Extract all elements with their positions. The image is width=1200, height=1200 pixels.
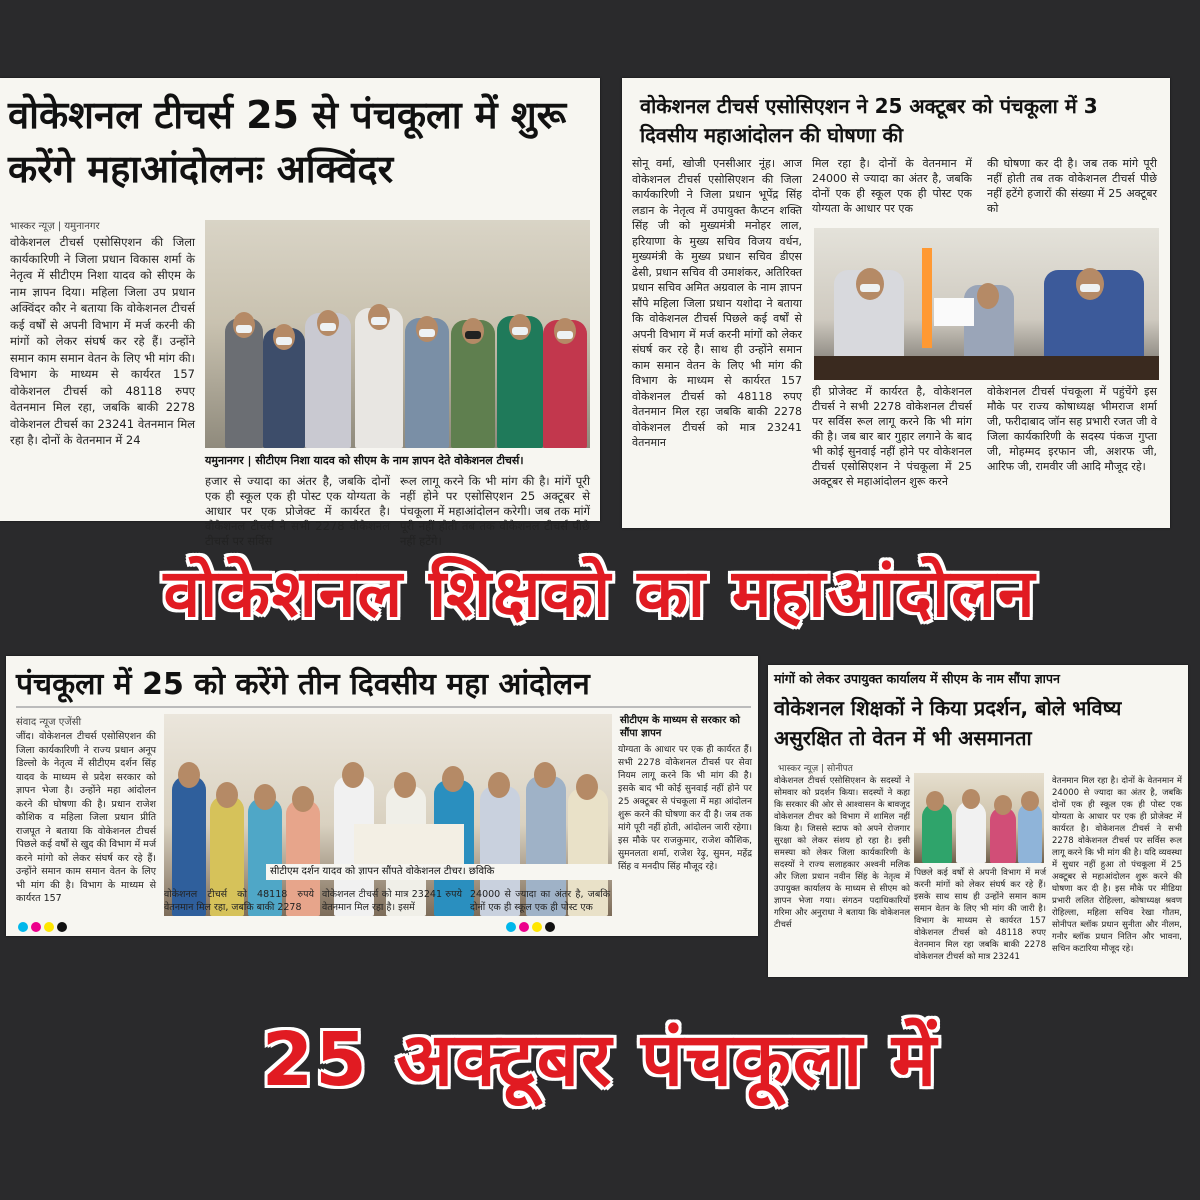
clip3-column-left: जींद। वोकेशनल टीचर्स एसोसिएशन की जिला कार्यकारिणी ने राज्य प्रधान अनूप डिल्लो के नेतृत्व में सीटीएम दर्शन सिंह यादव के माध्यम से प्रदेश सरकार को ज्ञापन भेजा है। उन्होंने महा आंदोलन करने की घोषणा की है। प्रधान राजेश कौशिक व महिला जिला प्रधान प्रीति राजपूत ने बताया कि वोकेशनल टीचर्स पिछले कई वर्षों से खुद की विभाग में मर्ज करने मांगो को लेकर संघर्ष कर रहे हैं। उन्होंने समान काम समान वेतन के लिए भी मांग की है। विभाग के माध्यम से कार्यरत 157: [16, 731, 156, 904]
banner-mahaandolan: वोकेशनल शिक्षको का महाआंदोलन: [163, 555, 1037, 632]
clip3-bottom-col-a: वोकेशनल टीचर्स को 48118 रुपये वेतनमान मिल रहा, जबकि बाकी 2278: [164, 889, 314, 913]
clip1-column-left: वोकेशनल टीचर्स एसोसिएशन की जिला कार्यकारिणी ने जिला प्रधान विकास शर्मा के नेतृत्व में सीटीएम निशा यादव को सीएम के नाम ज्ञापन दिया। महिला जिला उप प्रधान अक्विंदर कौर ने बताया कि वोकेशनल टीचर्स कई वर्षों से अपनी विभाग में मर्ज करनी की मांगों को लेकर संघर्ष कर रहे हैं। उन्होंने समान काम समान वेतन के लिए भी मांग की। विभाग के माध्यम से कार्यरत 157 वोकेशनल टीचर्स को 48118 रुपए वेतनमान मिल रहा, जबकि बाकी 2278 वोकेशनल टीचर्स का 23241 वेतनमान मिल रहा है। दोनों के वेतनमान में 24: [10, 235, 195, 447]
clip3-bottom-col-b: वोकेशनल टीचर्स को मात्र 23241 रुपये वेतनमान मिल रहा है। इसमें: [322, 889, 462, 913]
clip1-column-right: रूल लागू करने कि भी मांग की है। मांगें पूरी नहीं होने पर एसोसिएशन 25 अक्टूबर से पंचकूला में महाआंदोलन करेगी। जब तक मांगें पूरी नहीं होती तब तक वोकेशनल टीचर्स पीछे नहीं हटेंगे।: [400, 474, 590, 548]
clip4-byline: भास्कर न्यूज़ | सोनीपत: [778, 764, 853, 774]
clip4-headline: वोकेशनल शिक्षकों ने किया प्रदर्शन, बोले भविष्य असुरक्षित तो वेतन में भी असमानता: [774, 696, 1122, 750]
clip2-column-right-top: की घोषणा कर दी है। जब तक मांगे पूरी नहीं होती तब तक वोकेशनल टीचर्स पीछे नहीं हटेंगे हजारों की संख्या में 25 अक्टूबर को: [987, 157, 1157, 215]
clip4-column-mid: पिछले कई वर्षों से अपनी विभाग में मर्ज करनी मांगों को लेकर संघर्ष कर रहे हैं। इसके साथ साथ ही उन्होंने समान काम समान वेतन के लिए भी मांग की जारी है। विभाग के माध्यम से कार्यरत 157 वोकेशनल टीचर्स को 48118 रुपए वेतनमान मिल रहा जबकि बाकी 2278 वोकेशनल टीचर्स को मात्र 23241: [914, 868, 1046, 962]
clip2-column-right-bottom: वोकेशनल टीचर्स पंचकूला में पहुंचेंगे इस मौके पर राज्य कोषाध्यक्ष भीमराज शर्मा जी, फरीदाबाद जॉन सह प्रभारी रजत जी वे जिला कार्यकारिणी के सदस्य पंकज गुप्ता जी, मोहम्मद इरफान जी, अशरफ जी, आरिफ जी, रामवीर जी आदि मौजूद रहे।: [987, 385, 1157, 473]
banner-date-location: 25 अक्टूबर पंचकूला में: [261, 1017, 939, 1103]
clip3-byline: संवाद न्यूज एजेंसी: [16, 717, 82, 728]
registration-marks-left: [18, 922, 67, 932]
clip2-column-left: सोनू वर्मा, खोजी एनसीआर नूंह। आज वोकेशनल टीचर्स एसोसिएशन की जिला कार्यकारिणी ने जिला प्रधान भूपेंद्र सिंह लडान के नेतृत्व में उपायुक्त कैप्टन शक्ति सिंह जी को मुख्यमंत्री मनोहर लाल, हरियाणा के मुख्य सचिव विजय वर्धन, मुख्यमंत्री के मुख्य प्रधान सचिव डीएस ढेसी, प्रधान सचिव वी उमाशंकर, अतिरिक्त प्रधान सचिव अमित अग्रवाल के नाम ज्ञापन सौंपे महिला जिला प्रधान यशोदा ने बताया कि वोकेशनल टीचर्स पिछले कई वर्षों से अपनी विभाग में मर्ज करनी मांगों को लेकर संघर्ष कर रहे है। साथ ही उन्होंने समान काम समान वेतन के लिए भी मांग की विभाग के माध्यम से कार्यरत 157 वोकेशनल टीचर्स को 48118 रुपए वेतनमान मिल रहा जबकि बाकी 2278 वोकेशनल टीचर्स को मात्र 23241 वेतनमान: [632, 157, 802, 449]
clip3-column-right: योग्यता के आधार पर एक ही कार्यरत हैं। सभी 2278 वोकेशनल टीचर्स पर सेवा नियम लागू करने कि भी मांग की है। इसके बाद भी कोई सुनवाई नहीं होने पर 25 अक्टूबर से पंचकूला में महा आंदोलन शुरू करने की घोषणा कर दी है। जब तक मांगे पूरी नहीं होती, आंदोलन जारी रहेगा। इस मौके पर राजकुमार, राजेश कौशिक, सुमनलता शर्मा, राजेश रेढ़ु, सुमन, महेंद्र सिंह व मनदीप सिंह मौजूद रहे।: [618, 745, 752, 872]
clip3-headline: पंचकूला में 25 को करेंगे तीन दिवसीय महा आंदोलन: [16, 664, 751, 708]
clip4-column-left: वोकेशनल टीचर्स एसोसिएशन के सदस्यों ने सोमवार को प्रदर्शन किया। सदस्यों ने कहा कि सरकार की ओर से आश्वासन के बावजूद वोकेशनल टीचर को विभाग में शामिल नहीं किया है। जिससे स्टाफ को अपने रोजगार सुरक्षा को लेकर संशय हो रहा है। इसी समस्या को लेकर जिला कार्यकारिणी के सदस्यों ने राज्य सलाहकार अश्वनी मलिक और जिला प्रधान नवीन सिंह के नेतृत्व में उपायुक्त कार्यालय के माध्यम से सीएम को ज्ञापन भेजा गया। संगठन पदाधिकारियों गरिमा और अनुराधा ने बताया कि वोकेशनल टीचर्स: [774, 776, 910, 930]
clip3-photo-caption: सीटीएम दर्शन यादव को ज्ञापन सौंपते वोकेशनल टीचर। छविकि: [266, 864, 614, 880]
clip1-headline: वोकेशनल टीचर्स 25 से पंचकूला में शुरू करेंगे महाआंदोलनः अक्विंदर: [8, 93, 567, 191]
news-clipping-sonipat: [768, 665, 1188, 977]
clip4-column-right: वेतनमान मिल रहा है। दोनों के वेतनमान में 24000 से ज्यादा का अंतर है, जबकि दोनों एक ही स्कूल एक ही पोस्ट एक योग्यता के आधार पर एक ही प्रोजेक्ट में कार्यरत है। वोकेशनल टीचर्स ने सभी 2278 वोकेशनल टीचर्स पर सर्विस रूल लागू करने कि भी मांग की है। यदि व्यवस्था में सुधार नहीं हुआ तो पंचकूला में 25 अक्टूबर से महाआंदोलन शुरू करने की घोषणा कर दी है। इस मौके पर मीडिया प्रभारी ललित रोहिल्ला, कोषाध्यक्ष श्रवण रोहिल्ला, महिला सचिव रेखा गौतम, सोनीपत ब्लॉक प्रधान सुनीता और नीलम, गनौर ब्लॉक प्रधान नितिन और भावना, सचिन कटारिया मौजूद रहे।: [1052, 776, 1182, 954]
clip2-photo: [814, 228, 1159, 380]
clip1-byline: भास्कर न्यूज़ | यमुनानगर: [10, 221, 100, 232]
clip1-column-mid: हजार से ज्यादा का अंतर है, जबकि दोनों एक ही स्कूल एक ही पोस्ट एक योग्यता के आधार पर एक प्रोजेक्ट में कार्यरत है। वोकेशनल टीचर्स ने सभी 2278 वोकेशनल टीचर्स पर सर्विस: [205, 474, 390, 548]
news-clipping-yamunanagar: [0, 78, 600, 548]
clip1-photo: [205, 220, 590, 448]
clip4-kicker: मांगों को लेकर उपायुक्त कार्यालय में सीएम के नाम सौंपा ज्ञापन: [774, 671, 1060, 686]
clip1-photo-caption: यमुनानगर | सीटीएम निशा यादव को सीएम के नाम ज्ञापन देते वोकेशनल टीचर्स।: [205, 454, 524, 467]
clip3-bottom-col-c: 24000 से ज्यादा का अंतर है, जबकि दोनों एक ही स्कूल एक ही पोस्ट एक: [470, 889, 610, 913]
clip3-photo: [164, 714, 612, 916]
clip3-side-heading: सीटीएम के माध्यम से सरकार को सौंपा ज्ञापन: [620, 715, 740, 739]
clip4-photo: [914, 773, 1044, 863]
news-clipping-nuh: [622, 78, 1170, 528]
clip2-headline: वोकेशनल टीचर्स एसोसिएशन ने 25 अक्टूबर को पंचकूला में 3 दिवसीय महाआंदोलन की घोषणा की: [640, 94, 1098, 147]
news-clipping-jind: [6, 656, 758, 936]
clip2-column-mid-top: मिल रहा है। दोनों के वेतनमान में 24000 से ज्यादा का अंतर है, जबकि दोनों एक ही स्कूल एक ही पोस्ट एक योग्यता के आधार पर एक: [812, 157, 972, 215]
registration-marks-right: [506, 922, 555, 932]
clip2-column-mid-bottom: ही प्रोजेक्ट में कार्यरत है, वोकेशनल टीचर्स ने सभी 2278 वोकेशनल टीचर्स पर सर्विस रूल लागू करने कि भी मांग की है। जब बार बार गुहार लगाने के बाद भी कोई सुनवाई नहीं होने पर वोकेशनल टीचर्स एसोसिएशन ने पंचकूला में 25 अक्टूबर से महाआंदोलन शुरू करने: [812, 385, 972, 488]
